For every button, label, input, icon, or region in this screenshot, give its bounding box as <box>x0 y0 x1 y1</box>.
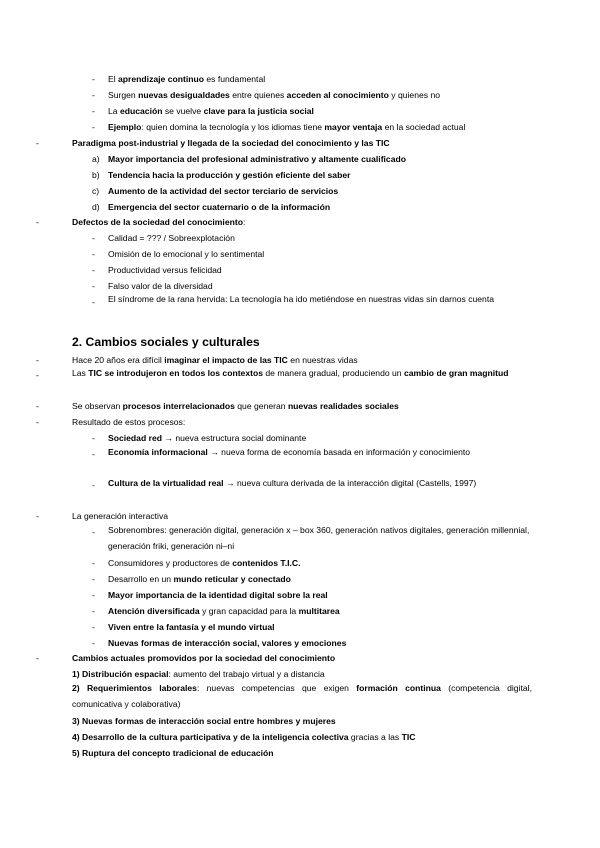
dash-bullet: - <box>92 90 95 100</box>
consumidores-line <box>108 557 300 569</box>
text-run: en la sociedad actual <box>382 122 466 132</box>
dash-bullet: - <box>92 122 95 132</box>
cambio-item-1 <box>72 668 325 680</box>
paradigma-heading <box>72 137 390 149</box>
dash-bullet: - <box>36 217 39 227</box>
resultado-line <box>72 416 185 428</box>
dash-bullet: - <box>92 106 95 116</box>
identidad-digital-line <box>108 589 328 601</box>
dash-bullet: - <box>92 265 95 275</box>
sub-letter: b) <box>92 170 100 180</box>
text-run: Las <box>72 368 89 378</box>
tic-contextos-line <box>72 365 532 381</box>
bold-text: educación <box>119 106 163 116</box>
text-run: : nuevas competencias que exigen <box>196 683 357 693</box>
dash-bullet: - <box>92 297 95 307</box>
dash-bullet: - <box>92 606 95 616</box>
text-run: que generan <box>234 401 288 411</box>
dash-bullet: - <box>92 480 95 490</box>
bold-text: Cultura de la virtualidad real <box>108 478 224 488</box>
cambios-actuales-heading <box>72 652 335 664</box>
dash-bullet: - <box>92 574 95 584</box>
mundo-reticular-line <box>108 573 291 585</box>
cambio-item-2 <box>72 680 532 712</box>
dash-bullet: - <box>92 622 95 632</box>
bold-text: clave para la justicia social <box>203 106 314 116</box>
text-run: Surgen <box>108 90 139 100</box>
dash-bullet: - <box>36 138 39 148</box>
dash-bullet: - <box>92 449 95 459</box>
text-run: en nuestras vidas <box>287 355 358 365</box>
aprendizaje-continuo-line <box>108 73 265 85</box>
bold-text: 4) Desarrollo de la cultura participativa y de la inteligencia colectiva <box>72 732 349 742</box>
bold-text: 2) Requerimientos laborales <box>72 683 197 693</box>
bold-text: Mayor importancia de la identidad digital sobre la real <box>108 590 328 600</box>
dash-bullet: - <box>36 355 39 365</box>
cambio-item-4 <box>72 731 415 743</box>
defectos-heading <box>72 216 245 228</box>
dash-bullet: - <box>92 433 95 443</box>
dash-bullet: - <box>36 401 39 411</box>
bold-text: Cambios actuales promovidos por la sociedad del conocimiento <box>72 653 336 663</box>
text-run: Se observan <box>72 401 123 411</box>
text-run: de manera gradual, produciendo un <box>263 368 404 378</box>
generacion-interactiva-line <box>72 510 168 522</box>
text-run: La <box>108 106 120 116</box>
text-run: Hace 20 años era difícil <box>72 355 165 365</box>
bold-text: 1) Distribución espacial <box>72 669 169 679</box>
section-heading: 2. Cambios sociales y culturales <box>72 335 260 349</box>
bold-text: contenidos T.I.C. <box>232 558 301 568</box>
text-run: : quien domina la tecnología y los idiomas tiene <box>141 122 325 132</box>
dash-bullet: - <box>92 558 95 568</box>
cambio-item-3 <box>72 715 336 727</box>
bold-text: nuevas desigualdades <box>138 90 230 100</box>
dash-bullet: - <box>92 590 95 600</box>
bold-text: acceden al conocimiento <box>286 90 389 100</box>
text-run: Consumidores y productores de <box>108 558 233 568</box>
bold-text: multitarea <box>298 606 340 616</box>
cultura-virtualidad-line <box>108 475 533 491</box>
sub-item-d: Emergencia del sector cuaternario o de la información <box>108 202 331 212</box>
text-run: → nueva cultura derivada de la interacción digital (Castells, 1997) <box>223 478 477 488</box>
sub-item-a: Mayor importancia del profesional administrativo y altamente cualificado <box>108 154 406 164</box>
bold-text: 3) Nuevas formas de interacción social entre hombres y mujeres <box>72 716 336 726</box>
bold-text: Economía informacional <box>108 447 208 457</box>
bold-text: mundo reticular y conectado <box>173 574 291 584</box>
sub-letter: a) <box>92 154 100 164</box>
text-run: se vuelve <box>162 106 204 116</box>
bold-text: imaginar el impacto de las TIC <box>164 355 288 365</box>
text-run: : aumento del trabajo virtual y a distancia <box>168 669 325 679</box>
text-run: es fundamental <box>203 74 266 84</box>
sub-letter: d) <box>92 202 100 212</box>
atencion-line <box>108 605 340 617</box>
text-run: Resultado de estos procesos: <box>72 417 186 427</box>
text-run: gracias a las <box>348 732 402 742</box>
educacion-clave-line <box>108 105 314 117</box>
bold-text: TIC se introdujeron en todos los contextos <box>88 368 264 378</box>
dash-bullet: - <box>92 638 95 648</box>
cambio-item-5 <box>72 747 274 759</box>
ejemplo-line <box>108 121 465 133</box>
text-run: → nueva estructura social dominante <box>161 433 307 443</box>
bold-text: nuevas realidades sociales <box>287 401 399 411</box>
defecto-item: Productividad versus felicidad <box>108 265 222 275</box>
procesos-line <box>72 400 399 412</box>
fantasia-line <box>108 621 275 633</box>
bold-text: cambio de gran magnitud <box>403 368 509 378</box>
text-run: y quienes no <box>388 90 440 100</box>
text-run: El <box>108 74 119 84</box>
bold-text: aprendizaje continuo <box>118 74 204 84</box>
text-run: : <box>242 217 246 227</box>
dash-bullet: - <box>92 249 95 259</box>
defecto-item: El síndrome de la rana hervida: La tecnología ha ido metiéndose en nuestras vidas sin darnos cuenta <box>108 294 495 304</box>
bold-text: Sociedad red <box>108 433 162 443</box>
bold-text: Nuevas formas de interacción social, valores y emociones <box>108 638 347 648</box>
text-run: La generación interactiva <box>72 511 169 521</box>
bold-text: Defectos de la sociedad del conocimiento <box>72 217 243 227</box>
text-run: Desarrollo en un <box>108 574 174 584</box>
bold-text: Atención diversificada <box>108 606 200 616</box>
interaccion-social-line <box>108 637 346 649</box>
dash-bullet: - <box>36 370 39 380</box>
dash-bullet: - <box>36 511 39 521</box>
bold-text: formación continua <box>356 683 441 693</box>
text-run: entre quienes <box>229 90 287 100</box>
sub-letter: c) <box>92 186 100 196</box>
defecto-item: Omisión de lo emocional y lo sentimental <box>108 249 265 259</box>
bold-text: TIC <box>401 732 416 742</box>
text-run: Sobrenombres: generación digital, generación x – box 360, generación nativos digitales, generación millennial, generación friki, generación ni–ni <box>108 525 530 551</box>
dash-bullet: - <box>92 233 95 243</box>
economia-line <box>108 444 508 460</box>
dash-bullet: - <box>92 281 95 291</box>
nuevas-desigualdades-line <box>108 89 440 101</box>
sub-item-b: Tendencia hacia la producción y gestión eficiente del saber <box>108 170 351 180</box>
text-run: → nueva forma de economía basada en información y conocimiento <box>207 447 471 457</box>
sub-item-c: Aumento de la actividad del sector terciario de servicios <box>108 186 339 196</box>
bold-text: Viven entre la fantasía y el mundo virtual <box>108 622 275 632</box>
text-run: y gran capacidad para la <box>199 606 299 616</box>
dash-bullet: - <box>36 653 39 663</box>
bold-text: Ejemplo <box>108 122 142 132</box>
text-run: (competencia digital, comunicativa y colaborativa) <box>72 683 532 709</box>
sobrenombres-line <box>108 522 533 554</box>
dash-bullet: - <box>92 74 95 84</box>
bold-text: mayor ventaja <box>324 122 383 132</box>
defecto-item: Falso valor de la diversidad <box>108 281 213 291</box>
dash-bullet: - <box>36 417 39 427</box>
defecto-item: Calidad = ??? / Sobreexplotación <box>108 233 235 243</box>
bold-text: procesos interrelacionados <box>122 401 235 411</box>
bold-text: Paradigma post-industrial y llegada de la sociedad del conocimiento y las TIC <box>72 138 390 148</box>
bold-text: 5) Ruptura del concepto tradicional de educación <box>72 748 274 758</box>
dash-bullet: - <box>92 527 95 537</box>
sociedad-red-line <box>108 432 306 444</box>
